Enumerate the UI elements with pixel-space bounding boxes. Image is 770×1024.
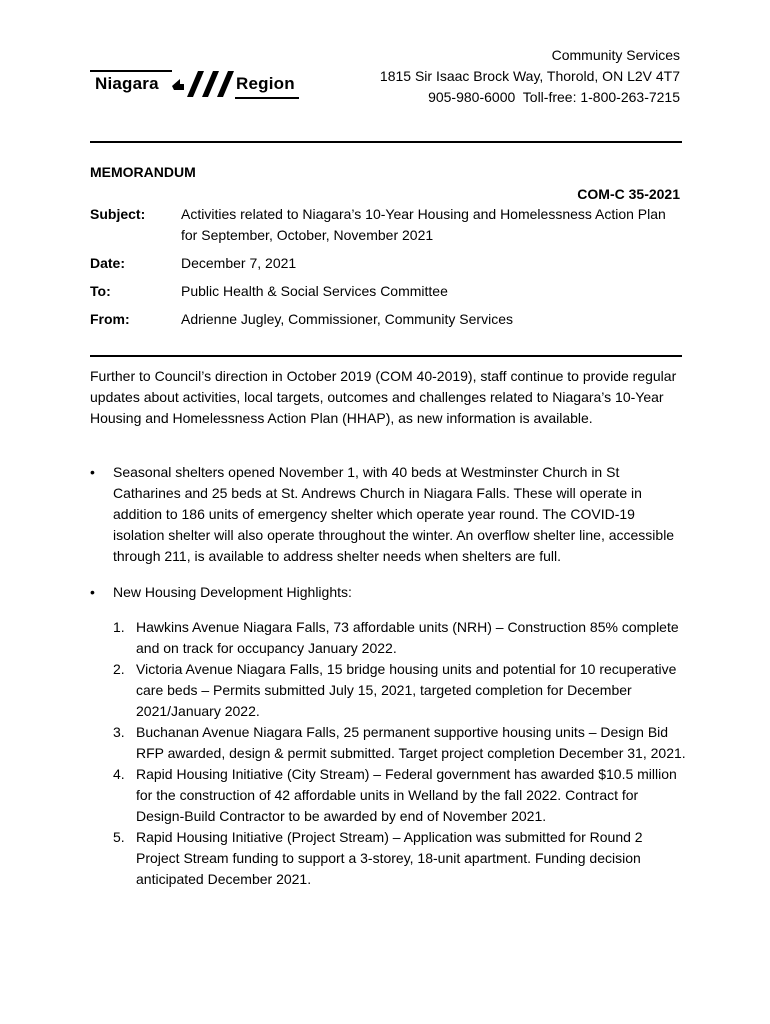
to-value: Public Health & Social Services Committee xyxy=(181,283,448,299)
project-list xyxy=(113,617,686,890)
bullet-icon: • xyxy=(90,464,95,480)
logo-rule-top xyxy=(90,70,172,72)
logo-rule-bottom xyxy=(235,97,299,99)
project-item xyxy=(113,764,686,827)
bullet-item-housing-highlights xyxy=(90,582,686,890)
bullet-text: Seasonal shelters opened November 1, with 40 beds at Westminster Church in St Catharines and 25 beds at St. Andrews Church in Niagara Falls. These will operate in addition to 186 units of emergency shelter which operate year round. The COVID-19 isolation shelter will also operate throughout the winter. An overflow shelter line, accessible through 211, is available to address shelter needs when shelters are full. xyxy=(113,464,675,564)
fields-divider xyxy=(90,355,682,357)
logo-stripes-icon xyxy=(170,67,238,101)
header-divider xyxy=(90,141,682,143)
project-item xyxy=(113,617,686,659)
from-value: Adrienne Jugley, Commissioner, Community Services xyxy=(181,311,513,327)
project-number: 5. xyxy=(113,829,125,845)
project-number: 1. xyxy=(113,619,125,635)
street-address: 1815 Sir Isaac Brock Way, Thorold, ON L2V 4T7 xyxy=(379,68,680,84)
memo-title: MEMORANDUM xyxy=(90,164,196,180)
contact-block xyxy=(380,45,680,108)
department-name: Community Services xyxy=(551,47,680,63)
project-text: Victoria Avenue Niagara Falls, 15 bridge housing units and potential for 10 recuperative care beds – Permits submitted July 15, 2021, targeted completion for December 2021/January 2022. xyxy=(136,661,677,719)
logo-word-left: Niagara xyxy=(95,74,159,93)
bullet-text: New Housing Development Highlights: xyxy=(113,584,352,600)
report-reference: COM-C 35-2021 xyxy=(577,186,680,202)
project-text: Hawkins Avenue Niagara Falls, 73 affordable units (NRH) – Construction 85% complete and on track for occupancy January 2022. xyxy=(136,619,679,656)
bullet-item-seasonal-shelters xyxy=(90,462,686,567)
bullet-list xyxy=(90,462,686,890)
project-text: Rapid Housing Initiative (City Stream) – Federal government has awarded $10.5 million for the construction of 42 affordable units in Welland by the fall 2022. Contract for Design-Build Contractor to be awarded by end of November 2021. xyxy=(136,766,677,824)
phone-numbers: 905-980-6000 Toll-free: 1-800-263-7215 xyxy=(428,89,680,105)
project-text: Buchanan Avenue Niagara Falls, 25 permanent supportive housing units – Design Bid RFP awarded, design & permit submitted. Target project completion December 31, 2021. xyxy=(136,724,686,761)
subject-value: Activities related to Niagara’s 10-Year Housing and Homelessness Action Plan for September, October, November 2021 xyxy=(181,206,666,243)
intro-paragraph: Further to Council’s direction in October 2019 (COM 40-2019), staff continue to provide regular updates about activities, local targets, outcomes and challenges related to Niagara’s 10-Year Housing and Homelessness Action Plan (HHAP), as new information is available. xyxy=(90,368,677,426)
project-item xyxy=(113,659,686,722)
date-label: Date: xyxy=(90,255,126,271)
date-value: December 7, 2021 xyxy=(181,255,297,271)
project-text: Rapid Housing Initiative (Project Stream) – Application was submitted for Round 2 Project Stream funding to support a 3-storey, 18-unit apartment. Funding decision anticipated December 2021. xyxy=(136,829,643,887)
project-item xyxy=(113,827,686,890)
project-item xyxy=(113,722,686,764)
subject-label: Subject: xyxy=(90,206,146,222)
bullet-icon: • xyxy=(90,584,95,600)
project-number: 2. xyxy=(113,661,125,677)
to-label: To: xyxy=(90,283,111,299)
niagara-region-logo xyxy=(90,64,302,100)
from-label: From: xyxy=(90,311,130,327)
logo-word-right: Region xyxy=(236,74,295,93)
project-number: 3. xyxy=(113,724,125,740)
project-number: 4. xyxy=(113,766,125,782)
